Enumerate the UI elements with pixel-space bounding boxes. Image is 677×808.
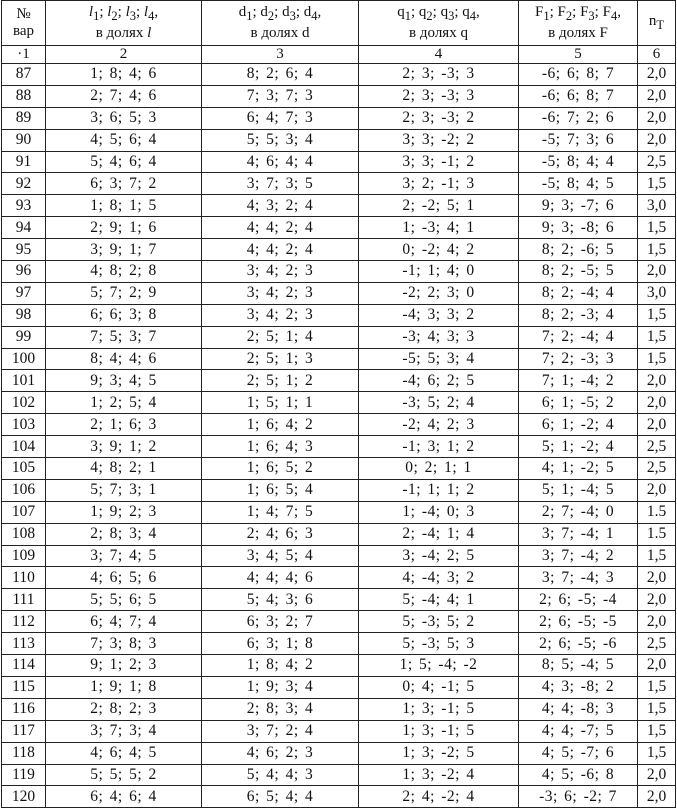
variant-number: 112: [2, 611, 46, 633]
safety-factor-cell: 2,0: [638, 655, 676, 677]
table-row: [2, 173, 676, 195]
diameters-cell: 4; 4; 2; 4: [202, 217, 359, 239]
lengths-cell: 7; 3; 8; 3: [46, 633, 202, 655]
loads-cell: 0; -2; 4; 2: [359, 239, 519, 261]
table-row: [2, 545, 676, 567]
safety-factor-cell: 1,5: [638, 698, 676, 720]
variant-number: 104: [2, 436, 46, 458]
diameters-cell: 4; 4; 4; 6: [202, 567, 359, 589]
lengths-cell: 3; 6; 5; 3: [46, 107, 202, 129]
variant-number: 93: [2, 195, 46, 217]
lengths-cell: 9; 1; 2; 3: [46, 655, 202, 677]
safety-factor-cell: 2,5: [638, 458, 676, 480]
forces-cell: 2; 6; -5; -4: [519, 589, 638, 611]
safety-factor-cell: 1,5: [638, 239, 676, 261]
safety-factor-cell: 1,5: [638, 742, 676, 764]
diameters-cell: 5; 4; 4; 3: [202, 764, 359, 786]
table-row: [2, 458, 676, 480]
header-variant-line2: вар: [12, 23, 35, 39]
diameters-cell: 4; 4; 2; 4: [202, 239, 359, 261]
variant-number: 102: [2, 392, 46, 414]
forces-cell: 9; 3; -8; 6: [519, 217, 638, 239]
loads-cell: 5; -3; 5; 2: [359, 611, 519, 633]
table-row: [2, 414, 676, 436]
header-lengths-line2: в долях l: [95, 25, 152, 41]
loads-cell: 0; 2; 1; 1: [359, 458, 519, 480]
column-number: 5: [519, 46, 638, 64]
lengths-cell: 4; 6; 4; 5: [46, 742, 202, 764]
loads-cell: 2; 3; -3; 2: [359, 107, 519, 129]
safety-factor-cell: 1,5: [638, 676, 676, 698]
diameters-cell: 6; 5; 4; 4: [202, 786, 359, 808]
forces-cell: 2; 6; -5; -5: [519, 611, 638, 633]
safety-factor-cell: 2,0: [638, 64, 676, 86]
table-row: [2, 129, 676, 151]
forces-cell: -6; 6; 8; 7: [519, 85, 638, 107]
loads-cell: -1; 1; 4; 0: [359, 261, 519, 283]
variant-number: 87: [2, 64, 46, 86]
forces-cell: 8; 5; -4; 5: [519, 655, 638, 677]
lengths-cell: 6; 4; 7; 4: [46, 611, 202, 633]
diameters-cell: 2; 8; 3; 4: [202, 698, 359, 720]
loads-cell: 3; 3; -2; 2: [359, 129, 519, 151]
loads-cell: 2; -4; 1; 4: [359, 523, 519, 545]
variant-number: 120: [2, 786, 46, 808]
safety-factor-cell: 2,0: [638, 786, 676, 808]
safety-factor-cell: 2,5: [638, 151, 676, 173]
forces-cell: -5; 8; 4; 5: [519, 173, 638, 195]
table-row: [2, 611, 676, 633]
variant-number: 115: [2, 676, 46, 698]
safety-factor-cell: 2,0: [638, 479, 676, 501]
lengths-cell: 3; 9; 1; 2: [46, 436, 202, 458]
table-row: [2, 392, 676, 414]
forces-cell: 4; 4; -7; 5: [519, 720, 638, 742]
variant-number: 111: [2, 589, 46, 611]
forces-cell: 4; 4; -8; 3: [519, 698, 638, 720]
lengths-cell: 5; 4; 6; 4: [46, 151, 202, 173]
variant-number: 109: [2, 545, 46, 567]
table-row: [2, 370, 676, 392]
header-variant-line1: №: [16, 6, 31, 22]
lengths-cell: 3; 7; 3; 4: [46, 720, 202, 742]
safety-factor-cell: 1,5: [638, 217, 676, 239]
forces-cell: 3; 7; -4; 3: [519, 567, 638, 589]
diameters-cell: 3; 7; 3; 5: [202, 173, 359, 195]
loads-cell: 2; 4; -2; 4: [359, 786, 519, 808]
lengths-cell: 5; 7; 2; 9: [46, 282, 202, 304]
forces-cell: 8; 2; -5; 5: [519, 261, 638, 283]
diameters-cell: 6; 4; 7; 3: [202, 107, 359, 129]
forces-cell: -5; 7; 3; 6: [519, 129, 638, 151]
safety-factor-cell: 2,0: [638, 85, 676, 107]
loads-cell: -2; 2; 3; 0: [359, 282, 519, 304]
lengths-cell: 1; 2; 5; 4: [46, 392, 202, 414]
lengths-cell: 2; 7; 4; 6: [46, 85, 202, 107]
diameters-cell: 1; 4; 7; 5: [202, 501, 359, 523]
variant-number: 108: [2, 523, 46, 545]
table-row: [2, 85, 676, 107]
loads-cell: -1; 3; 1; 2: [359, 436, 519, 458]
table-row: [2, 304, 676, 326]
header-diameters-line1: $d_1$; $d_2$; $d_3$; $d_4$,: [238, 4, 322, 23]
safety-factor-cell: 2,0: [638, 129, 676, 151]
forces-cell: 6; 1; -5; 2: [519, 392, 638, 414]
lengths-cell: 2; 9; 1; 6: [46, 217, 202, 239]
diameters-cell: 2; 4; 6; 3: [202, 523, 359, 545]
variant-number: 103: [2, 414, 46, 436]
forces-cell: 7; 2; -3; 3: [519, 348, 638, 370]
table-row: [2, 698, 676, 720]
lengths-cell: 1; 8; 4; 6: [46, 64, 202, 86]
safety-factor-cell: 2,0: [638, 107, 676, 129]
loads-cell: -5; 5; 3; 4: [359, 348, 519, 370]
diameters-cell: 1; 6; 4; 3: [202, 436, 359, 458]
forces-cell: -6; 7; 2; 6: [519, 107, 638, 129]
table-row: [2, 633, 676, 655]
lengths-cell: 3; 9; 1; 7: [46, 239, 202, 261]
column-number: 4: [359, 46, 519, 64]
variant-number: 113: [2, 633, 46, 655]
lengths-cell: 5; 5; 6; 5: [46, 589, 202, 611]
safety-factor-cell: 2,5: [638, 436, 676, 458]
variant-number: 116: [2, 698, 46, 720]
lengths-cell: 3; 7; 4; 5: [46, 545, 202, 567]
loads-cell: -2; 4; 2; 3: [359, 414, 519, 436]
loads-cell: 3; -4; 2; 5: [359, 545, 519, 567]
lengths-cell: 5; 5; 5; 2: [46, 764, 202, 786]
lengths-cell: 4; 8; 2; 8: [46, 261, 202, 283]
safety-factor-cell: 3,0: [638, 195, 676, 217]
loads-cell: 3; 2; -1; 3: [359, 173, 519, 195]
diameters-cell: 2; 5; 1; 4: [202, 326, 359, 348]
column-numbers-row: [2, 46, 676, 64]
loads-cell: 1; 3; -2; 5: [359, 742, 519, 764]
diameters-cell: 2; 5; 1; 2: [202, 370, 359, 392]
lengths-cell: 5; 7; 3; 1: [46, 479, 202, 501]
safety-factor-cell: 2,0: [638, 764, 676, 786]
header-row: [2, 1, 676, 46]
diameters-cell: 3; 4; 2; 3: [202, 261, 359, 283]
table-row: [2, 676, 676, 698]
header-lengths-line1: $l_1$; $l_2$; $l_3$; $l_4$,: [88, 4, 159, 23]
forces-cell: 4; 5; -6; 8: [519, 764, 638, 786]
table-row: [2, 64, 676, 86]
table-row: [2, 282, 676, 304]
diameters-cell: 6; 3; 1; 8: [202, 633, 359, 655]
table-row: [2, 436, 676, 458]
diameters-cell: 3; 4; 5; 4: [202, 545, 359, 567]
lengths-cell: 6; 6; 3; 8: [46, 304, 202, 326]
diameters-cell: 8; 2; 6; 4: [202, 64, 359, 86]
safety-factor-cell: 2,0: [638, 261, 676, 283]
safety-factor-cell: 1,5: [638, 348, 676, 370]
forces-cell: 4; 1; -2; 5: [519, 458, 638, 480]
forces-cell: 8; 2; -3; 4: [519, 304, 638, 326]
lengths-cell: 4; 8; 2; 1: [46, 458, 202, 480]
forces-cell: -3; 6; -2; 7: [519, 786, 638, 808]
loads-cell: 3; 3; -1; 2: [359, 151, 519, 173]
variant-number: 88: [2, 85, 46, 107]
loads-cell: -1; 1; 1; 2: [359, 479, 519, 501]
lengths-cell: 9; 3; 4; 5: [46, 370, 202, 392]
header-safety-factor: $n_T$: [638, 1, 676, 46]
forces-cell: 7; 2; -4; 4: [519, 326, 638, 348]
loads-cell: 1; 5; -4; -2: [359, 655, 519, 677]
table-row: [2, 195, 676, 217]
lengths-cell: 4; 6; 5; 6: [46, 567, 202, 589]
safety-factor-cell: 2,0: [638, 589, 676, 611]
variant-number: 92: [2, 173, 46, 195]
table-row: [2, 589, 676, 611]
lengths-cell: 1; 9; 1; 8: [46, 676, 202, 698]
diameters-cell: 5; 5; 3; 4: [202, 129, 359, 151]
diameters-cell: 4; 6; 2; 3: [202, 742, 359, 764]
header-forces-line2: в долях F: [548, 25, 608, 41]
header-loads: [359, 1, 519, 46]
loads-cell: 2; 3; -3; 3: [359, 64, 519, 86]
variant-number: 114: [2, 655, 46, 677]
safety-factor-cell: 1,5: [638, 545, 676, 567]
table-row: [2, 720, 676, 742]
forces-cell: 6; 1; -2; 4: [519, 414, 638, 436]
variant-number: 89: [2, 107, 46, 129]
safety-factor-cell: 1,5: [638, 326, 676, 348]
forces-cell: 3; 7; -4; 2: [519, 545, 638, 567]
diameters-cell: 1; 9; 3; 4: [202, 676, 359, 698]
diameters-cell: 3; 4; 2; 3: [202, 282, 359, 304]
safety-factor-cell: 1,5: [638, 304, 676, 326]
forces-cell: 2; 7; -4; 0: [519, 501, 638, 523]
table-row: [2, 501, 676, 523]
lengths-cell: 6; 3; 7; 2: [46, 173, 202, 195]
forces-cell: -6; 6; 8; 7: [519, 64, 638, 86]
safety-factor-cell: 3,0: [638, 282, 676, 304]
variant-number: 97: [2, 282, 46, 304]
safety-factor-cell: 2,0: [638, 370, 676, 392]
forces-cell: 7; 1; -4; 2: [519, 370, 638, 392]
header-loads-line1: $q_1$; $q_2$; $q_3$; $q_4$,: [397, 4, 480, 23]
safety-factor-cell: 1,5: [638, 720, 676, 742]
diameters-cell: 4; 6; 4; 4: [202, 151, 359, 173]
lengths-cell: 8; 4; 4; 6: [46, 348, 202, 370]
diameters-cell: 2; 5; 1; 3: [202, 348, 359, 370]
table-row: [2, 151, 676, 173]
variant-number: 91: [2, 151, 46, 173]
variant-number: 90: [2, 129, 46, 151]
table-row: [2, 326, 676, 348]
header-diameters-line2: в долях d: [250, 25, 310, 41]
variant-number: 99: [2, 326, 46, 348]
header-loads-line2: в долях q: [409, 25, 468, 41]
header-diameters: [202, 1, 359, 46]
lengths-cell: 2; 1; 6; 3: [46, 414, 202, 436]
diameters-cell: 1; 5; 1; 1: [202, 392, 359, 414]
safety-factor-cell: 1,5: [638, 173, 676, 195]
diameters-cell: 5; 4; 3; 6: [202, 589, 359, 611]
table-row: [2, 567, 676, 589]
variant-number: 101: [2, 370, 46, 392]
loads-cell: 1; 3; -2; 4: [359, 764, 519, 786]
loads-cell: -3; 4; 3; 3: [359, 326, 519, 348]
table-row: [2, 348, 676, 370]
header-forces-line1: $F_1$; $F_2$; $F_3$; $F_4$,: [535, 4, 621, 23]
column-number: 3: [202, 46, 359, 64]
loads-cell: 1; -3; 4; 1: [359, 217, 519, 239]
diameters-cell: 1; 6; 5; 2: [202, 458, 359, 480]
table-row: [2, 764, 676, 786]
lengths-cell: 2; 8; 2; 3: [46, 698, 202, 720]
variants-table: [1, 0, 676, 808]
safety-factor-cell: 2,0: [638, 392, 676, 414]
diameters-cell: 7; 3; 7; 3: [202, 85, 359, 107]
variant-number: 96: [2, 261, 46, 283]
safety-factor-cell: 2,0: [638, 611, 676, 633]
diameters-cell: 1; 6; 5; 4: [202, 479, 359, 501]
variant-number: 107: [2, 501, 46, 523]
forces-cell: 4; 5; -7; 6: [519, 742, 638, 764]
variant-number: 110: [2, 567, 46, 589]
lengths-cell: 4; 5; 6; 4: [46, 129, 202, 151]
table-row: [2, 217, 676, 239]
header-lengths: [46, 1, 202, 46]
diameters-cell: 1; 6; 4; 2: [202, 414, 359, 436]
table-row: [2, 655, 676, 677]
table-row: [2, 239, 676, 261]
diameters-cell: 1; 8; 4; 2: [202, 655, 359, 677]
table-row: [2, 786, 676, 808]
forces-cell: 2; 6; -5; -6: [519, 633, 638, 655]
loads-cell: 5; -3; 5; 3: [359, 633, 519, 655]
loads-cell: -4; 3; 3; 2: [359, 304, 519, 326]
lengths-cell: 7; 5; 3; 7: [46, 326, 202, 348]
lengths-cell: 6; 4; 6; 4: [46, 786, 202, 808]
table-row: [2, 742, 676, 764]
diameters-cell: 3; 4; 2; 3: [202, 304, 359, 326]
lengths-cell: 1; 8; 1; 5: [46, 195, 202, 217]
safety-factor-cell: 2,5: [638, 633, 676, 655]
variant-number: 118: [2, 742, 46, 764]
safety-factor-cell: 1.5: [638, 523, 676, 545]
table-row: [2, 479, 676, 501]
lengths-cell: 2; 8; 3; 4: [46, 523, 202, 545]
diameters-cell: 6; 3; 2; 7: [202, 611, 359, 633]
loads-cell: 5; -4; 4; 1: [359, 589, 519, 611]
variant-number: 98: [2, 304, 46, 326]
loads-cell: 1; 3; -1; 5: [359, 698, 519, 720]
forces-cell: 8; 2; -4; 4: [519, 282, 638, 304]
safety-factor-cell: 2,0: [638, 414, 676, 436]
header-forces: [519, 1, 638, 46]
safety-factor-cell: 1.5: [638, 501, 676, 523]
loads-cell: 2; -2; 5; 1: [359, 195, 519, 217]
forces-cell: -5; 8; 4; 4: [519, 151, 638, 173]
table-row: [2, 107, 676, 129]
diameters-cell: 3; 7; 2; 4: [202, 720, 359, 742]
forces-cell: 9; 3; -7; 6: [519, 195, 638, 217]
table-row: [2, 523, 676, 545]
loads-cell: 4; -4; 3; 2: [359, 567, 519, 589]
safety-factor-cell: 2,0: [638, 567, 676, 589]
loads-cell: -3; 5; 2; 4: [359, 392, 519, 414]
loads-cell: -4; 6; 2; 5: [359, 370, 519, 392]
loads-cell: 2; 3; -3; 3: [359, 85, 519, 107]
variant-number: 117: [2, 720, 46, 742]
header-variant: [2, 1, 46, 46]
table-row: [2, 261, 676, 283]
forces-cell: 5; 1; -2; 4: [519, 436, 638, 458]
diameters-cell: 4; 3; 2; 4: [202, 195, 359, 217]
column-number: 6: [638, 46, 676, 64]
lengths-cell: 1; 9; 2; 3: [46, 501, 202, 523]
variant-number: 94: [2, 217, 46, 239]
variant-number: 105: [2, 458, 46, 480]
loads-cell: 0; 4; -1; 5: [359, 676, 519, 698]
column-number: ·1: [2, 46, 46, 64]
loads-cell: 1; -4; 0; 3: [359, 501, 519, 523]
variant-number: 95: [2, 239, 46, 261]
variant-number: 100: [2, 348, 46, 370]
variant-number: 106: [2, 479, 46, 501]
variant-number: 119: [2, 764, 46, 786]
forces-cell: 3; 7; -4; 1: [519, 523, 638, 545]
column-number: 2: [46, 46, 202, 64]
table-body: [2, 64, 676, 808]
forces-cell: 5; 1; -4; 5: [519, 479, 638, 501]
loads-cell: 1; 3; -1; 5: [359, 720, 519, 742]
forces-cell: 8; 2; -6; 5: [519, 239, 638, 261]
forces-cell: 4; 3; -8; 2: [519, 676, 638, 698]
